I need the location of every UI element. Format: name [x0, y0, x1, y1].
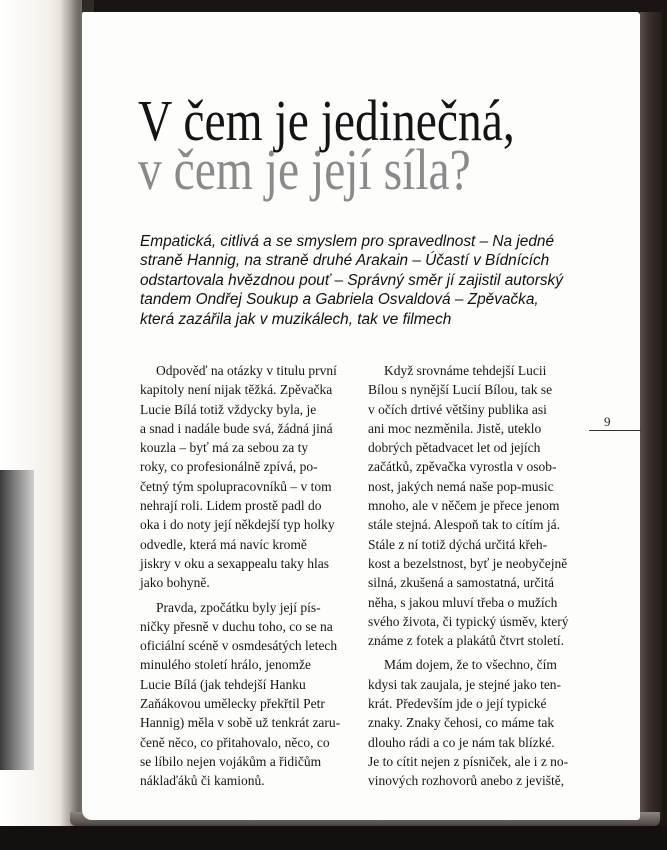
text-line: v očích drtivé většiny publika asi: [368, 401, 547, 417]
chapter-title-line-1: V čem je jedinečná,: [138, 88, 515, 153]
text-line: Bílou s nynější Lucií Bílou, tak se: [368, 382, 553, 398]
page-number-rule: [589, 430, 641, 431]
text-line: silná, zkušená a samostatná, určitá: [368, 575, 554, 591]
text-line: Lucie Bílá totiž vždycky byla, je: [140, 401, 317, 417]
text-line: Je to cítit nejen z písniček, ale i z no-: [368, 753, 569, 769]
text-line: mnoho, ale v něčem je přece jenom: [368, 498, 560, 514]
text-line: ničky přesně v duchu toho, co se na: [140, 618, 333, 634]
summary-line: Empatická, citlivá a se smyslem pro spravedlnost – Na jedné: [140, 233, 555, 250]
text-line: stále stejná. Alespoň tak to cítím já.: [368, 517, 560, 533]
text-line: ani moc nezměnila. Jistě, uteklo: [368, 420, 542, 436]
text-line: dlouho rádi a co je nám tak blízké.: [368, 734, 555, 750]
text-line: minulého století hrálo, jenomže: [140, 657, 311, 673]
text-line: vinových rozhovorů anebo z jeviště,: [368, 773, 565, 789]
text-line: svého života, či typický úsměv, který: [368, 613, 569, 629]
text-line: Pravda, zpočátku byly její pís-: [156, 599, 321, 615]
text-line: Mám dojem, že to všechno, čím: [384, 657, 557, 673]
text-line: začátků, zpěvačka vyrostla v osob-: [368, 459, 557, 475]
text-line: nehrají roli. Lidem prostě padl do: [140, 498, 322, 514]
body-column-right: [368, 361, 588, 791]
text-line: odvedle, která má navíc kromě: [140, 536, 307, 552]
text-line: náklaďáků či kamionů.: [140, 773, 265, 789]
text-line: a snad i nadále bude svá, žádná jiná: [140, 420, 333, 436]
text-line: Zaňákovou umělecky překřtil Petr: [140, 696, 325, 712]
text-line: roky, co profesionálně zpívá, po-: [140, 459, 318, 475]
scan-background: [0, 826, 667, 850]
text-line: známe z fotek a plakátů čtvrt století.: [368, 633, 565, 649]
text-line: čeně něco, co přitahovalo, něco, co: [140, 734, 330, 750]
text-line: jako bohyně.: [140, 575, 210, 591]
text-line: Když srovnáme tehdejší Lucii: [384, 363, 547, 378]
page-number: 9: [604, 414, 611, 429]
body-column-left: [140, 361, 360, 791]
page-stack-edge: [640, 12, 662, 820]
text-line: kost a bezelstnost, byť je neobyčejně: [368, 555, 568, 571]
text-line: oficiální scéně v osmdesátých letech: [140, 638, 338, 654]
summary-line: odstartovala hvězdnou pouť – Správný směr jí zajistil autorský: [140, 271, 563, 289]
text-line: znaky. Znaky čehosi, co máme tak: [368, 715, 555, 731]
text-line: oka i do noty její někdejší typ holky: [140, 517, 335, 533]
text-line: jiskry v oku a sexappealu taky hlas: [140, 555, 329, 571]
left-page-photo-fragment: [0, 470, 34, 770]
text-line: dobrých pětadvacet let od jejích: [368, 440, 541, 456]
summary-line: tandem Ondřej Soukup a Gabriela Osvaldová – Zpěvačka,: [140, 291, 539, 309]
text-line: nost, jakých nemá naše pop-music: [368, 478, 554, 494]
text-line: kouzla – byť má za sebou za ty: [140, 440, 309, 456]
text-line: něha, s jakou mluví třeba o mužích: [368, 594, 558, 610]
text-line: četný tým spolupracovníků – v tom: [140, 478, 332, 494]
text-line: Lucie Bílá (jak tehdejší Hanku: [140, 676, 306, 692]
text-line: kdysi tak zaujala, je stejné jako ten-: [368, 676, 562, 692]
text-line: se líbilo nejen vojákům a řidičům: [140, 753, 322, 769]
text-line: Hannig) měla v sobě už tenkrát zaru-: [140, 715, 341, 731]
text-line: kapitoly není nijak těžká. Zpěvačka: [140, 382, 333, 398]
chapter-title-line-2: v čem je její síla?: [138, 137, 471, 202]
chapter-summary: [140, 232, 618, 329]
summary-line: straně Hannig, na straně druhé Arakain – Účastí v Bídnících: [140, 252, 550, 270]
text-line: Stále z ní totiž dýchá určitá křeh-: [368, 536, 548, 552]
text-line: Odpověď na otázky v titulu první: [156, 363, 337, 378]
summary-line: která zazářila jak v muzikálech, tak ve filmech: [140, 310, 452, 328]
text-line: krát. Především jde o její typické: [368, 696, 547, 712]
